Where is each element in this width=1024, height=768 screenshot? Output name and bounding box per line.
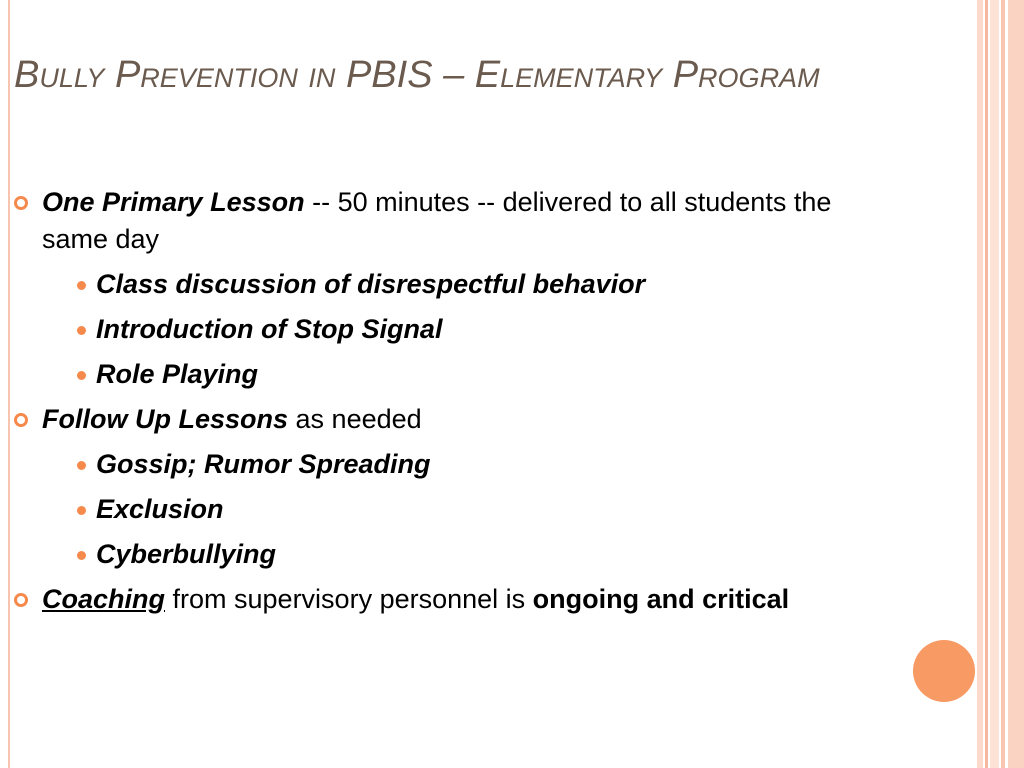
- dot-bullet-icon: [77, 461, 86, 470]
- bullet-text: -- 50 minutes -- delivered to all students the same day: [42, 187, 832, 254]
- sub-bullet-item: [0, 356, 900, 393]
- dot-bullet-icon: [77, 371, 86, 380]
- bullet-item: [0, 184, 900, 258]
- sub-bullet-text: Gossip; Rumor Spreading: [96, 449, 431, 479]
- bullet-text: as needed: [288, 404, 422, 434]
- sub-bullet-text: Exclusion: [96, 494, 224, 524]
- bullet-lead: Follow Up Lessons: [42, 404, 289, 434]
- decor-stripe: [1001, 0, 1005, 768]
- slide-title: Bully Prevention in PBIS – Elementary Program: [14, 54, 820, 96]
- sub-bullet-item: [0, 311, 900, 348]
- sub-bullet-text: Cyberbullying: [96, 539, 277, 569]
- decor-stripe: [990, 0, 999, 768]
- sub-bullet-item: [0, 491, 900, 528]
- circle-bullet-icon: [14, 413, 28, 427]
- circle-bullet-icon: [14, 593, 28, 607]
- sub-bullet-text: Role Playing: [96, 359, 259, 389]
- circle-bullet-icon: [14, 196, 28, 210]
- bullet-lead: Coaching: [42, 584, 166, 614]
- decor-circle: [913, 640, 975, 702]
- sub-bullet-text: Introduction of Stop Signal: [96, 314, 443, 344]
- sub-bullet-text: Class discussion of disrespectful behavior: [96, 269, 646, 299]
- decor-stripe: [1008, 0, 1024, 768]
- dot-bullet-icon: [77, 281, 86, 290]
- decor-stripe: [977, 0, 983, 768]
- bullet-list: [0, 184, 900, 618]
- sub-bullet-item: [0, 446, 900, 483]
- bullet-item: [0, 581, 802, 618]
- decor-stripe: [985, 0, 988, 768]
- bullet-lead: One Primary Lesson: [42, 187, 305, 217]
- bullet-emphasis: ongoing and critical: [532, 584, 790, 614]
- sub-bullet-item: [0, 266, 900, 303]
- dot-bullet-icon: [77, 506, 86, 515]
- bullet-item: [0, 401, 900, 438]
- dot-bullet-icon: [77, 551, 86, 560]
- dot-bullet-icon: [77, 326, 86, 335]
- bullet-text: from supervisory personnel is: [165, 584, 533, 614]
- sub-bullet-item: [0, 536, 900, 573]
